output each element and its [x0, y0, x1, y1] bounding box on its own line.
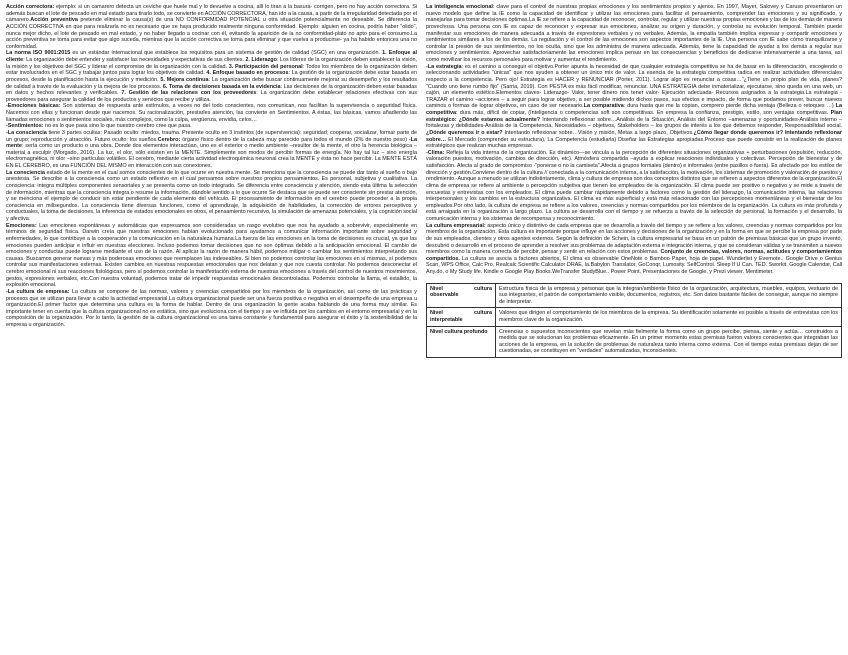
- paragraph-inteligencia-emocional: La inteligencia emocional: clave para el control de nuestras propias emociones y los sentimientos propios y ajenos. En 1997, Mayer, Salovey y Caruso presentaron un nuevo modelo que define la IE como la capacidad de identificar y utilizar las emociones para facilitar el pensamiento, comprender las emociones y su significado, y manejarlas para tomar decisiones óptimas.La IE se refiere a la capacidad de reconocer, controlar, regular y utilizar nuestras propias emociones y las de los demás de manera provechosa. Una persona con IE es capaz de reconocer y expresar sus emociones, analizar su origen y duración, y controlar su evolución temporal. También puede manifestar sus emociones de manera adecuada a través de expresiones verbales y no verbales. Además, la empatía también implica expresar y compartir emociones y sentimientos similares a los de los demás. La regulación y el control de las emociones son aspectos importantes de la IE. Una persona con IE sabe cómo tranquilizarse y controlar la presión de sus sentimientos, no los oculta, sino que los administra de manera adecuada. Además, tiene la capacidad de ayudar a los demás a regular sus emociones y sentimientos. Aprovechar satisfactoriamente las emociones implica pensar en las consecuencias y beneficios de dedicarse intensivamente a una tarea, así como movilizar los recursos personales para motivar y aumentar el rendimiento.: [426, 4, 842, 63]
- paragraph-clima: -Clima: Refleja la vida interna de la organización. Es dinámico—se vincula a la percepción de diferentes situaciones organizativas + perturbaciones (expulsión, reducción, valoración puestos, motivación, cambios de dirección, etc). Atmósfera compartida –ayuda a explicar reacciones individuales y colectivas. Percepción de bienestar y de satisfacción. Afecta al grado de compromiso -"ponerse o no la camiseta".Afecta a grupos formales (dentro) e informales (entre pasillos o fuera). Es afectado por los estilos de dirección y gestión.Conviene dentro de la cultura // conectada a la comunicación interna, a la satisfacción, la motivación, los sistemas de promoción y valoración de puestos y rendimiento.-Aunque a menudo se utilizan indistintamente, clima y cultura de empresa son dos conceptos distintos que se refieren a aspectos diferentes de la organización.El clima de empresa se refiere al ambiente o percepción subjetiva que tienen los empleados de la organización. El clima puede ser positivo o negativo y se mide a través de encuestas y entrevistas con los empleados. El clima puede cambiar rápidamente debido a factores como la gestión del liderazgo, la comunicación interna, las relaciones interpersonales y los cambios en la estructura organizativa. El clima es más superficial y está más relacionado con las percepciones momentáneas y el bienestar de los empleados.Por otro lado, la cultura de empresa se refiere a los valores, creencias y normas compartidos por los miembros de la organización. La cultura es más profunda y está arraigada en la organización a largo plazo. La cultura se desarrolla con el tiempo y se refuerza a través de la selección de personal, la formación y el desarrollo, la comunicación interna y los sistemas de recompensa y reconocimiento.: [426, 149, 842, 222]
- left-column: [6, 4, 417, 651]
- level-cell: Nivel cultura profundo: [427, 326, 496, 357]
- paragraph-estrategia: -La estrategia: es el camino a conseguir el objetivo.Porter apunta la necesidad de que cualquier estrategia competitiva se ha de basar en la diferenciación, escogiendo o seleccionando actividades "únicas" que nos ayuden a obtener un único mix de valor. La esencia de la estrategia competitiva radica en realizar actividades diferenciales respecto a la competencia. Pero ojo! Estrategia es HACER y RENUNCIAR (Porter, 2011). Lograr algo es renunciar a cosas…"¿Tiene un propio plan de vida, planes? "Cuando uno tiene rumbo fijo" (Sarria, 2019). Con PESTA es más fácil modificar, renunciar. UNA ESTRATEGIA debe inmaterializar, ejecutarse, sino queda en una web, un cajón, un elemento estético.Elementos claves- Liderazgo- Valor, tener dinero nos tener valor- Ejecución adecuada- Recursos asignados a la estrategia.La estrategia - TRAZAR el camino –acciones – a seguir para lograr objetivo, a ser posible midiendo dichos pasos, sus efectos e impacto, de forma que podamos prever, buscar nuevos caminos o formas de lograr objetivos, en caso de ser necesario.La comparativa: dura hasta que me la copian, comprero pierde dicha ventaja (Belleza o retoques …) La competitiva: dura más, difícil de copiar, (Inteligencia o competencias soft son competitivas. En empresa la confianza, prestigio, estilo, son ventajas competitivas. Plan estratégico: ¿Dónde estamos actualmente? Intentando reflexionar sobre…Análisis de la Situación, Análisis del Entorno –amenazas y oportunidades-Análisis interno –fortalezas y debilidades-Análisis de la Competencia, Necesidades – objetivos, Stakeholders – los grupos de interés a los que debemos responder, Responsabilidad social.¿Dónde queremos ir o estar? Intentando reflexionar sobre…Visión y misión, Metas a largo plazo, Objetivos.¿Cómo llegar donde queremos ir? Intentando reflexionar sobre… El Mercado (comprender su estructura), La Competencia (estudiarla) Diseñar las Estrategias apropiadas.Proceso que puede consistir en la realización de planes estratégicos que realizan muchas empresas.: [426, 63, 842, 150]
- paragraph-emociones-basicas: -Emociones básicas: Son sistemas de respuesta ante estímulos, a veces no del todo conscientes, nos comunican, nos facilitan la supervivencia o seguridad física. Nacemos con ellas y funcionan desde que nacemos. Su racionalización, prestarles atención, las convierte en Sentimientos. A éstas, las básicas, vamos añadiendo las llamadas emociones o sentimientos sociales, más complejos, como la culpa, vergüenza, envidia, celos…: [6, 103, 417, 123]
- paragraph-emociones: Emociones: Las emociones espontáneas y automáticas que expresamos son consideradas un rasgo evolutivo que nos ha ayudado a sobrevivir, especialmente en términos de seguridad física. Darwin creía que nuestras emociones habían evolucionado para ayudarnos a comunicar información importante sobre seguridad y enfermedades, lo que contribuye a la cooperación y la comunicación en la naturaleza humana.La fuerza de las emociones en la toma de decisiones es crucial, ya que las emociones pueden anticipar e influir en nuestras elecciones. Incluso podemos tomar decisiones que no son óptimas debido a la anticipación emocional. El cambio de emociones y conductas puede lograrse mediante el uso de la razón. Al aplicar la razón de manera hábil, podemos mitigar o cambiar los sentimientos interpretando sus causas. Buscamos generar nuevas y más poderosas emociones que reemplacen las indeseables. Si bien no podemos controlar las emociones en sí mismas, sí podemos controlar sus manifestaciones externas. Existen cambios en nuestras respuestas emocionales que nos delatan y que nos cuesta controlar. No podemos desconectar el cerebro emocional ni sus reacciones fisiológicas, pero sí podemos controlar la manifestación externa de nuestras emociones a través del control de nuestros movimientos, gestos, expresiones verbales, etc.Con nuestra voluntad, podemos tratar de impedir respuestas emocionales descontroladas. Podemos controlar la llama, el estallido, la explosión emocional.: [6, 222, 417, 289]
- culture-levels-table: [426, 283, 842, 358]
- description-cell: Estructura física de la empresa y personas que la integran/ambiente físico de la organización, arquitectura, muebles, equipos, vestuario de sus integrantes, el patrón de comportamiento visible, documentos, registros, etc. Son datos bastante fáciles de conseguir, aunque no siempre de interpretar.: [496, 283, 842, 308]
- paragraph-consciencia-estado: La consciencia estado de la mente en el cual somos conscientes de lo que ocurre en nuestra mente. Se menciona que la consciencia se puede dar tanto al sueño o bajo anestesia. Se describe a la consciencia como un estado reflexivo en el cual pensamos sobre nuestros propios pensamientos. Es personal, subjetiva y cualitativa. La consciencia: integra múltiples componentes sensoriales y se presenta como un todo integrado. Se diferencia entre consciencia y atención, siendo esta última la selección de información, mientras que la consciencia integra o resume la información, dándole sentido a lo que ocurre Se destaca que se puede ser consciente sin prestar atención, y se menciona el ejemplo de conducir sin estar pendiente de cada elemento del vehículo. El procesamiento de información en el cerebro puede proceder a la propia consciencia en milisegundos. La consciencia tiene diversas funciones, como el aprendizaje, la adquisición de habilidades, la corrección de errores perceptivos y conductuales, la toma de decisiones, la inferencia de estados emocionales en otros, el pensamiento recursivo, la simulación de amenazas potenciales, y la cognición social y afectiva.: [6, 169, 417, 222]
- paragraph-consciencia-partes: -La consciencia tiene 3 partes ocultas: Pasado oculto: miedos, trauma. Presente oculto en 3 instintos (de supervivencia): seguridad; cooperar, socializar, formar parte de un grupo; reproducción y atracción. Futuro oculto: los sueños.Cerebro: órgano físico dentro de la cabeza muy parecido para todos el mundo (2% de nuestro peso) -La mente: sería como un producto o una obra. Donde dos elementos interactúan, uno es el exterior o medio ambiente –resultor de la mente, el otro la herencia biológica –material a esculpir (Morgado, 2016). La luz, el olor, sólo existen en la MENTE. Simplemente son modos de percibir formas de energía. No hay tal luz – sino energía electromagnética, ni olor –sino partículas volátiles. El cerebro, mediante cierta actividad electroquímica neuronal crea la MENTE y ésta no hace percibir. La MENTE ESTÁ EN EL CEREBRO, es una FUNCIÓN DEL MISMO en interacción con sus conexiones.: [6, 129, 417, 169]
- level-cell: Nivel cultura observable: [427, 283, 496, 308]
- right-column: [426, 4, 842, 651]
- level-cell: Nivel cultura interpretable: [427, 308, 496, 326]
- paragraph-cultura-empresarial: La cultura empresarial: aspecto único y distintivo de cada empresa que se desarrolla a través del tiempo y se refiere a los valores, creencias y normas compartidos por los miembros de la organización. Esta cultura es importante porque influye en las acciones y decisiones de la organización y en la forma en que se percibe la empresa por parte de sus empleados, clientes y otros agentes externos. Según la definición de Schein, la cultura empresarial se basa en un patrón de premisas básicas que un grupo inventó, descubrió o desarrolló en el proceso de aprender a resolver sus problemas de adaptación externa e integración interna, y que se consideran válidas y se transmiten a nuevos miembros como la manera correcta de percibir, pensar y sentir en relación con estos problemas. Conjunto de creencias, valores, normas, actitudes y comportamientos compartidos. La cultura se asocia a factores abiertos, El clima es observable OneNote o Bamboo Paper, hoja de papel. Wunderlist y Evernote.. Google Drive o Genius Scan, WPS Office, Calc Pro, Realcalc Scientific Calculator DRAE, la.Babylon Translator, GoConqr, Lumosity. SelfControl. Sleep If U Can. TED. Sworkit. Google Calendar, Call Any.do, o My Study life. Kindle o Google Play Books.WeTransfer StudyBlue.. Power Point, Presentaciones de Google, y Prezi viewer. Mentimeter.: [426, 222, 842, 275]
- paragraph-cultura-empresa: -La cultura de empresa: La cultura se compone de las normas, valores y creencias compartidos por los miembros de la organización, así como de las prácticas y procesos que se utilizan para llevar a cabo la actividad empresarial.La cultura organizacional puede ser una fuerza positiva o negativa en el desempeño de una empresa u organización.El primer factor que determina una cultura es la forma de hablar. Dentro de una organización la gente acaba hablando de una forma muy similar. Es importante tener en cuenta que la cultura organizacional no es estática, sino que evoluciona con el tiempo y se ve influida por los cambios en el entorno empresarial y en la composición de la organización. Por lo tanto, la gestión de la cultura organizacional es una tarea constante y fundamental para asegurar el éxito y la sostenibilidad de la empresa u organización.: [6, 288, 417, 328]
- table-row: [427, 326, 842, 357]
- table-row: [427, 283, 842, 308]
- table-row: [427, 308, 842, 326]
- paragraph-iso-9001: La norma ISO 9001:2015 es un estándar internacional que establece los requisitos para un sistema de gestión de calidad (SGC) en una organización. 1. Enfoque al cliente: La organización debe entender y satisfacer las necesidades y expectativas de sus clientes. 2. Liderazgo: Los líderes de la organización deben establecer la visión, la misión y los objetivos del SGC y liderar el compromiso de la organización con la calidad. 3. Participación del personal: Todos los miembros de la organización deben estar involucrados en el SGC y trabajar juntos para lograr los objetivos de calidad. 4. Enfoque basado en procesos: La gestión de la organización debe estar basada en procesos, desde la planificación hasta la ejecución y medición. 5. Mejora continua: La organización debe buscar continuamente mejorar su desempeño y los resultados de calidad a través de la evaluación y la mejora de los procesos. 6. Toma de decisiones basada en la evidencia: Las decisiones de la organización deben estar basadas en datos y hechos relevantes y verificables. 7. Gestión de las relaciones con los proveedores: La organización debe establecer relaciones efectivas con sus proveedores para asegurar la calidad de los productos y servicios que recibe y utiliza.: [6, 50, 417, 103]
- description-cell: Creencias o supuestos inconscientes que revelan más fielmente la forma como un grupo percibe, piensa, siente y actúa… construidos a medida que se solucionan los problemas eficazmente. En un primer momento estas premisas fueron valores conscientes que integraban las acciones de la empresa, en la solución de problemas de naturaleza tanto interna como externa. Con el tiempo estas premisas dejan de ser cuestionadas, se constituyen en "verdades" automatizadas, inconscientes.: [496, 326, 842, 357]
- description-cell: Valores que dirigen el comportamiento de los miembros de la empresa. Su identificación solamente es posible a través de entrevistas con los miembros clave de la organización.: [496, 308, 842, 326]
- paragraph-sentimientos: -Sentimientos: no es lo que pasa sino lo que nuestro cerebro cree que pasa.: [6, 123, 192, 130]
- paragraph-accion-correctora: Acción correctora: ejemplo: si un camarero detecta un ceviche que huele mal y lo devuelve a cocina, allí lo tiran a la basura- corrigen, pero no hay acción correctora. Si además buscan el lote de pescado en mal estado para tirarlo todo, se convierte en ACCIÓN CORRECTORA, han ido a la causa, a partir de la irregularidad detectada por el camarero.Acción preventiva pretende eliminar la causa(s) de una NO CONFORMIDAD POTENCIAL u otra situación potencialmente no deseable. Se diferencia la ACCIÓN CORRECTIVA en que para realizarla no es necesario que se haya producido realmente ninguna conformidad. Ejemplo: alguien en cocina, podría haber "olido", nunca mejor dicho, el lote de pescado en mal estado, y no haber llegado a cocinar con él, evitando la aparición de la no conformidad-plato no apto para el consumo.La acción preventiva se toma para evitar que algo suceda, mientras que la acción correctiva se toma para eliminar y que vuelva a producirse- ya ha habido entonces una no conformidad.: [6, 4, 417, 50]
